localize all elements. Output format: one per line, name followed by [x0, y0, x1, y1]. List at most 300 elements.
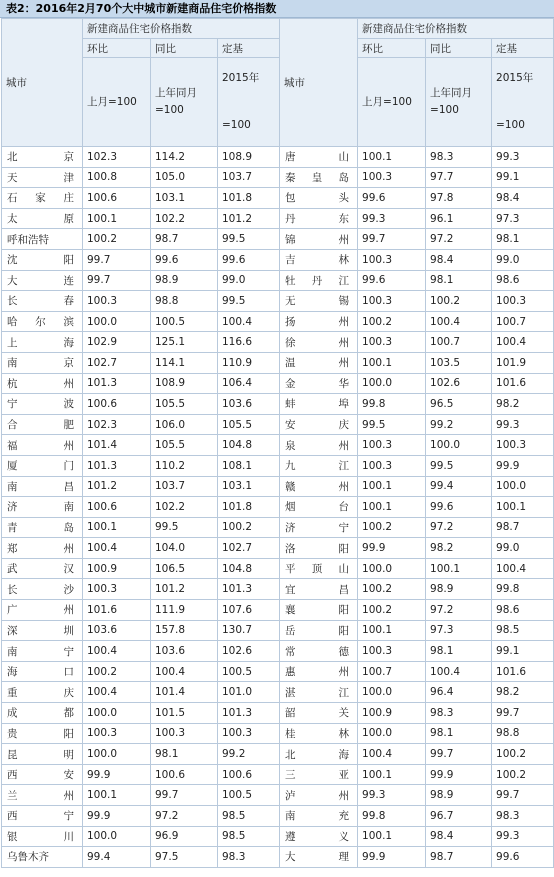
left-city-cell: 石家庄: [2, 188, 83, 209]
right-city-cell: 金华: [280, 373, 358, 394]
right-city-cell: 泸州: [280, 785, 358, 806]
right-city-cell: 泉州: [280, 435, 358, 456]
left-city-cell: 南宁: [2, 641, 83, 662]
right-yoy-cell: 102.6: [426, 373, 492, 394]
left-mom-cell: 100.9: [83, 558, 151, 579]
left-mom-cell: 100.0: [83, 703, 151, 724]
right-city-cell: 南充: [280, 806, 358, 827]
left-city-cell: 哈尔滨: [2, 311, 83, 332]
left-fixed-cell: 103.7: [218, 167, 280, 188]
right-mom-cell: 99.3: [358, 208, 426, 229]
table-row: [2, 703, 554, 724]
right-yoy-cell: 97.2: [426, 517, 492, 538]
right-mom-cell: 100.1: [358, 476, 426, 497]
right-yoy-cell: 103.5: [426, 352, 492, 373]
table-row: [2, 270, 554, 291]
right-fixed-cell: 100.1: [492, 497, 554, 518]
right-city-cell: 温州: [280, 352, 358, 373]
left-fixed-cell: 101.3: [218, 579, 280, 600]
left-city-cell: 青岛: [2, 517, 83, 538]
fixed-eq-right: =100: [496, 119, 525, 131]
right-yoy-cell: 99.2: [426, 414, 492, 435]
right-yoy-cell: 98.3: [426, 703, 492, 724]
table-row: [2, 476, 554, 497]
right-fixed-cell: 98.3: [492, 806, 554, 827]
left-city-cell: 宁波: [2, 394, 83, 415]
left-yoy-cell: 99.5: [151, 517, 218, 538]
right-mom-cell: 100.3: [358, 332, 426, 353]
right-fixed-cell: 101.6: [492, 373, 554, 394]
left-fixed-cell: 100.5: [218, 661, 280, 682]
right-yoy-cell: 96.5: [426, 394, 492, 415]
right-city-cell: 唐山: [280, 147, 358, 168]
right-mom-cell: 99.5: [358, 414, 426, 435]
right-city-cell: 锦州: [280, 229, 358, 250]
right-mom-cell: 99.7: [358, 229, 426, 250]
left-yoy-cell: 103.7: [151, 476, 218, 497]
left-mom-cell: 100.0: [83, 826, 151, 847]
left-fixed-cell: 100.5: [218, 785, 280, 806]
left-yoy-cell: 125.1: [151, 332, 218, 353]
right-city-cell: 安庆: [280, 414, 358, 435]
left-mom-cell: 99.7: [83, 249, 151, 270]
right-city-cell: 赣州: [280, 476, 358, 497]
fixed-base-left: [218, 58, 280, 147]
left-mom-cell: 101.3: [83, 373, 151, 394]
right-fixed-cell: 100.4: [492, 332, 554, 353]
left-fixed-cell: 100.3: [218, 723, 280, 744]
right-fixed-cell: 99.3: [492, 147, 554, 168]
left-yoy-cell: 100.5: [151, 311, 218, 332]
left-yoy-cell: 99.7: [151, 785, 218, 806]
table-row: [2, 682, 554, 703]
left-yoy-cell: 114.2: [151, 147, 218, 168]
right-mom-cell: 100.2: [358, 579, 426, 600]
right-fixed-cell: 101.6: [492, 661, 554, 682]
left-city-cell: 成都: [2, 703, 83, 724]
left-mom-cell: 100.6: [83, 394, 151, 415]
right-fixed-cell: 98.1: [492, 229, 554, 250]
left-city-cell: 深圳: [2, 620, 83, 641]
left-yoy-cell: 108.9: [151, 373, 218, 394]
left-city-cell: 西宁: [2, 806, 83, 827]
table-row: [2, 311, 554, 332]
right-yoy-cell: 98.3: [426, 147, 492, 168]
left-fixed-cell: 104.8: [218, 558, 280, 579]
right-fixed-cell: 100.2: [492, 744, 554, 765]
city-header-right: 城市: [280, 19, 358, 147]
left-city-cell: 广州: [2, 600, 83, 621]
left-fixed-cell: 100.6: [218, 764, 280, 785]
right-mom-cell: 100.3: [358, 641, 426, 662]
right-city-cell: 平顶山: [280, 558, 358, 579]
mom-header-left: 环比: [83, 39, 151, 58]
left-mom-cell: 101.2: [83, 476, 151, 497]
right-mom-cell: 99.9: [358, 538, 426, 559]
right-mom-cell: 99.9: [358, 847, 426, 868]
left-mom-cell: 100.3: [83, 723, 151, 744]
table-row: [2, 147, 554, 168]
table-row: [2, 785, 554, 806]
right-fixed-cell: 99.3: [492, 826, 554, 847]
table-row: [2, 229, 554, 250]
right-yoy-cell: 99.4: [426, 476, 492, 497]
right-mom-cell: 100.3: [358, 249, 426, 270]
table-row: [2, 291, 554, 312]
right-fixed-cell: 99.6: [492, 847, 554, 868]
right-fixed-cell: 99.8: [492, 579, 554, 600]
left-yoy-cell: 100.4: [151, 661, 218, 682]
right-city-cell: 惠州: [280, 661, 358, 682]
left-fixed-cell: 130.7: [218, 620, 280, 641]
left-yoy-cell: 97.2: [151, 806, 218, 827]
right-yoy-cell: 97.3: [426, 620, 492, 641]
left-yoy-cell: 102.2: [151, 497, 218, 518]
left-fixed-cell: 108.1: [218, 455, 280, 476]
left-fixed-cell: 101.3: [218, 703, 280, 724]
right-yoy-cell: 98.4: [426, 826, 492, 847]
right-mom-cell: 100.1: [358, 497, 426, 518]
right-city-cell: 洛阳: [280, 538, 358, 559]
left-city-cell: 武汉: [2, 558, 83, 579]
left-mom-cell: 99.9: [83, 806, 151, 827]
right-mom-cell: 99.6: [358, 270, 426, 291]
left-fixed-cell: 99.2: [218, 744, 280, 765]
right-yoy-cell: 99.6: [426, 497, 492, 518]
left-fixed-cell: 104.8: [218, 435, 280, 456]
mom-header-right: 环比: [358, 39, 426, 58]
left-city-cell: 西安: [2, 764, 83, 785]
left-fixed-cell: 105.5: [218, 414, 280, 435]
right-city-cell: 无锡: [280, 291, 358, 312]
yoy-base-left: 上年同月=100: [151, 58, 218, 147]
right-fixed-cell: 98.5: [492, 620, 554, 641]
left-fixed-cell: 101.0: [218, 682, 280, 703]
table-row: [2, 373, 554, 394]
left-city-cell: 长沙: [2, 579, 83, 600]
right-yoy-cell: 98.9: [426, 579, 492, 600]
right-fixed-cell: 100.3: [492, 291, 554, 312]
right-yoy-cell: 100.0: [426, 435, 492, 456]
right-city-cell: 烟台: [280, 497, 358, 518]
right-fixed-cell: 100.3: [492, 435, 554, 456]
left-mom-cell: 102.7: [83, 352, 151, 373]
table-row: [2, 249, 554, 270]
right-yoy-cell: 96.1: [426, 208, 492, 229]
table-row: [2, 517, 554, 538]
right-mom-cell: 100.3: [358, 291, 426, 312]
left-city-cell: 兰州: [2, 785, 83, 806]
fixed-header-left: 定基: [218, 39, 280, 58]
right-mom-cell: 100.0: [358, 373, 426, 394]
left-yoy-cell: 96.9: [151, 826, 218, 847]
left-fixed-cell: 110.9: [218, 352, 280, 373]
left-mom-cell: 100.6: [83, 497, 151, 518]
left-fixed-cell: 99.6: [218, 249, 280, 270]
left-yoy-cell: 97.5: [151, 847, 218, 868]
city-header-left: 城市: [2, 19, 83, 147]
right-mom-cell: 100.2: [358, 311, 426, 332]
table-row: [2, 414, 554, 435]
left-mom-cell: 102.9: [83, 332, 151, 353]
left-fixed-cell: 101.2: [218, 208, 280, 229]
right-city-cell: 吉林: [280, 249, 358, 270]
table-row: [2, 558, 554, 579]
right-yoy-cell: 98.7: [426, 847, 492, 868]
left-yoy-cell: 102.2: [151, 208, 218, 229]
left-mom-cell: 100.8: [83, 167, 151, 188]
right-yoy-cell: 98.1: [426, 723, 492, 744]
left-yoy-cell: 101.2: [151, 579, 218, 600]
table-row: [2, 661, 554, 682]
left-fixed-cell: 99.5: [218, 229, 280, 250]
right-city-cell: 岳阳: [280, 620, 358, 641]
left-mom-cell: 103.6: [83, 620, 151, 641]
right-yoy-cell: 99.5: [426, 455, 492, 476]
left-yoy-cell: 105.0: [151, 167, 218, 188]
left-city-cell: 郑州: [2, 538, 83, 559]
right-fixed-cell: 99.1: [492, 641, 554, 662]
left-mom-cell: 100.0: [83, 311, 151, 332]
mom-base-left: 上月=100: [83, 58, 151, 147]
left-fixed-cell: 106.4: [218, 373, 280, 394]
left-fixed-cell: 98.5: [218, 826, 280, 847]
left-city-cell: 重庆: [2, 682, 83, 703]
right-city-cell: 襄阳: [280, 600, 358, 621]
right-city-cell: 宜昌: [280, 579, 358, 600]
left-city-cell: 上海: [2, 332, 83, 353]
left-city-cell: 昆明: [2, 744, 83, 765]
left-fixed-cell: 116.6: [218, 332, 280, 353]
right-mom-cell: 100.2: [358, 517, 426, 538]
left-fixed-cell: 100.4: [218, 311, 280, 332]
left-mom-cell: 100.1: [83, 208, 151, 229]
left-yoy-cell: 99.6: [151, 249, 218, 270]
right-mom-cell: 100.3: [358, 435, 426, 456]
right-yoy-cell: 99.9: [426, 764, 492, 785]
right-yoy-cell: 100.1: [426, 558, 492, 579]
table-row: [2, 641, 554, 662]
left-city-cell: 合肥: [2, 414, 83, 435]
right-yoy-cell: 97.8: [426, 188, 492, 209]
left-city-cell: 北京: [2, 147, 83, 168]
left-fixed-cell: 99.0: [218, 270, 280, 291]
right-fixed-cell: 98.2: [492, 682, 554, 703]
left-mom-cell: 101.3: [83, 455, 151, 476]
right-yoy-cell: 100.4: [426, 311, 492, 332]
left-mom-cell: 101.6: [83, 600, 151, 621]
left-fixed-cell: 101.8: [218, 497, 280, 518]
left-yoy-cell: 100.6: [151, 764, 218, 785]
right-yoy-cell: 98.4: [426, 249, 492, 270]
price-index-table: [1, 18, 554, 868]
left-yoy-cell: 98.7: [151, 229, 218, 250]
table-row: [2, 723, 554, 744]
left-fixed-cell: 103.6: [218, 394, 280, 415]
right-yoy-cell: 100.4: [426, 661, 492, 682]
right-fixed-cell: 98.7: [492, 517, 554, 538]
right-fixed-cell: 100.2: [492, 764, 554, 785]
table-row: [2, 332, 554, 353]
right-mom-cell: 100.3: [358, 455, 426, 476]
left-city-cell: 南京: [2, 352, 83, 373]
right-city-cell: 徐州: [280, 332, 358, 353]
right-mom-cell: 100.1: [358, 147, 426, 168]
table-row: [2, 764, 554, 785]
yoy-header-left: 同比: [151, 39, 218, 58]
right-mom-cell: 99.8: [358, 806, 426, 827]
right-city-cell: 北海: [280, 744, 358, 765]
left-city-cell: 呼和浩特: [2, 229, 83, 250]
left-yoy-cell: 103.6: [151, 641, 218, 662]
left-yoy-cell: 98.1: [151, 744, 218, 765]
right-mom-cell: 100.2: [358, 600, 426, 621]
right-fixed-cell: 98.6: [492, 270, 554, 291]
left-mom-cell: 100.1: [83, 517, 151, 538]
right-city-cell: 桂林: [280, 723, 358, 744]
left-fixed-cell: 99.5: [218, 291, 280, 312]
left-mom-cell: 100.3: [83, 291, 151, 312]
left-fixed-cell: 107.6: [218, 600, 280, 621]
right-city-cell: 蚌埠: [280, 394, 358, 415]
left-yoy-cell: 111.9: [151, 600, 218, 621]
right-fixed-cell: 98.8: [492, 723, 554, 744]
left-city-cell: 长春: [2, 291, 83, 312]
yoy-base-right: 上年同月=100: [426, 58, 492, 147]
right-mom-cell: 100.1: [358, 352, 426, 373]
right-mom-cell: 99.6: [358, 188, 426, 209]
left-yoy-cell: 106.5: [151, 558, 218, 579]
left-city-cell: 杭州: [2, 373, 83, 394]
right-yoy-cell: 96.7: [426, 806, 492, 827]
left-mom-cell: 100.1: [83, 785, 151, 806]
right-city-cell: 遵义: [280, 826, 358, 847]
left-city-cell: 银川: [2, 826, 83, 847]
right-fixed-cell: 99.0: [492, 538, 554, 559]
right-fixed-cell: 99.1: [492, 167, 554, 188]
table-row: [2, 806, 554, 827]
left-mom-cell: 101.4: [83, 435, 151, 456]
right-mom-cell: 100.0: [358, 723, 426, 744]
left-city-cell: 太原: [2, 208, 83, 229]
right-mom-cell: 100.1: [358, 620, 426, 641]
left-yoy-cell: 105.5: [151, 394, 218, 415]
index-group-header-right: 新建商品住宅价格指数: [358, 19, 554, 39]
table-row: [2, 167, 554, 188]
fixed-eq-left: =100: [222, 119, 251, 131]
left-mom-cell: 100.3: [83, 579, 151, 600]
right-mom-cell: 100.3: [358, 167, 426, 188]
index-group-header-left: 新建商品住宅价格指数: [83, 19, 280, 39]
right-city-cell: 三亚: [280, 764, 358, 785]
right-city-cell: 牡丹江: [280, 270, 358, 291]
left-mom-cell: 100.2: [83, 229, 151, 250]
left-fixed-cell: 102.6: [218, 641, 280, 662]
table-row: [2, 579, 554, 600]
table-row: [2, 744, 554, 765]
left-fixed-cell: 98.3: [218, 847, 280, 868]
right-city-cell: 济宁: [280, 517, 358, 538]
right-fixed-cell: 100.0: [492, 476, 554, 497]
fixed-year-right: 2015年: [496, 72, 534, 84]
left-city-cell: 海口: [2, 661, 83, 682]
left-city-cell: 乌鲁木齐: [2, 847, 83, 868]
right-mom-cell: 99.3: [358, 785, 426, 806]
right-fixed-cell: 99.0: [492, 249, 554, 270]
left-fixed-cell: 98.5: [218, 806, 280, 827]
right-city-cell: 大理: [280, 847, 358, 868]
table-row: [2, 435, 554, 456]
left-fixed-cell: 103.1: [218, 476, 280, 497]
fixed-year-left: 2015年: [222, 72, 260, 84]
left-city-cell: 沈阳: [2, 249, 83, 270]
left-mom-cell: 100.0: [83, 744, 151, 765]
right-yoy-cell: 100.2: [426, 291, 492, 312]
right-yoy-cell: 97.2: [426, 600, 492, 621]
table-row: [2, 352, 554, 373]
left-fixed-cell: 101.8: [218, 188, 280, 209]
right-fixed-cell: 101.9: [492, 352, 554, 373]
right-fixed-cell: 99.9: [492, 455, 554, 476]
fixed-header-right: 定基: [492, 39, 554, 58]
left-fixed-cell: 100.2: [218, 517, 280, 538]
right-fixed-cell: 98.6: [492, 600, 554, 621]
right-mom-cell: 100.0: [358, 558, 426, 579]
table-row: [2, 826, 554, 847]
right-city-cell: 包头: [280, 188, 358, 209]
right-fixed-cell: 99.7: [492, 703, 554, 724]
right-mom-cell: 100.7: [358, 661, 426, 682]
right-city-cell: 秦皇岛: [280, 167, 358, 188]
right-yoy-cell: 96.4: [426, 682, 492, 703]
left-mom-cell: 100.4: [83, 538, 151, 559]
right-mom-cell: 100.1: [358, 764, 426, 785]
left-yoy-cell: 157.8: [151, 620, 218, 641]
left-mom-cell: 100.6: [83, 188, 151, 209]
table-row: [2, 394, 554, 415]
right-yoy-cell: 100.7: [426, 332, 492, 353]
left-city-cell: 济南: [2, 497, 83, 518]
left-yoy-cell: 106.0: [151, 414, 218, 435]
right-fixed-cell: 99.7: [492, 785, 554, 806]
left-fixed-cell: 102.7: [218, 538, 280, 559]
left-yoy-cell: 104.0: [151, 538, 218, 559]
left-city-cell: 大连: [2, 270, 83, 291]
right-fixed-cell: 98.2: [492, 394, 554, 415]
table-row: [2, 497, 554, 518]
left-yoy-cell: 98.9: [151, 270, 218, 291]
left-mom-cell: 99.7: [83, 270, 151, 291]
right-mom-cell: 100.4: [358, 744, 426, 765]
left-city-cell: 贵阳: [2, 723, 83, 744]
left-city-cell: 南昌: [2, 476, 83, 497]
right-yoy-cell: 98.1: [426, 270, 492, 291]
left-yoy-cell: 103.1: [151, 188, 218, 209]
right-yoy-cell: 97.2: [426, 229, 492, 250]
left-city-cell: 天津: [2, 167, 83, 188]
table-row: [2, 455, 554, 476]
right-mom-cell: 100.0: [358, 682, 426, 703]
left-mom-cell: 99.9: [83, 764, 151, 785]
right-yoy-cell: 98.9: [426, 785, 492, 806]
right-yoy-cell: 97.7: [426, 167, 492, 188]
mom-base-right: 上月=100: [358, 58, 426, 147]
left-yoy-cell: 101.5: [151, 703, 218, 724]
right-fixed-cell: 97.3: [492, 208, 554, 229]
table-row: [2, 620, 554, 641]
left-mom-cell: 100.4: [83, 682, 151, 703]
table-caption: 表2：2016年2月70个大中城市新建商品住宅价格指数: [0, 0, 554, 18]
